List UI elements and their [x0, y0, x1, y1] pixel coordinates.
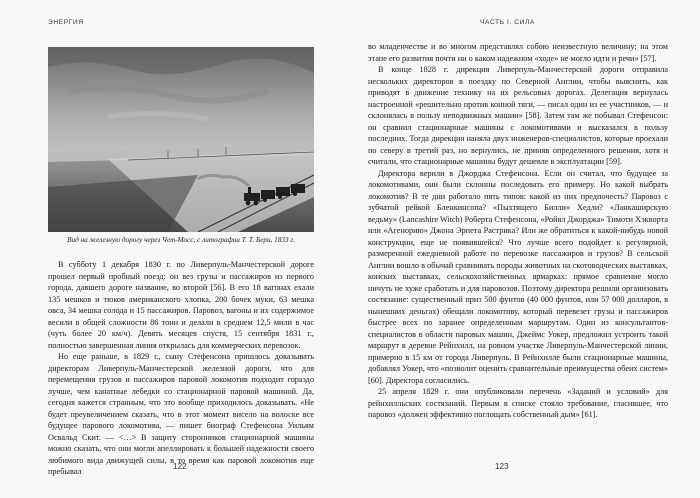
paragraph: Директора верили в Джорджа Стефенсона. Если он считал, что будущее за локомотивами, они были склонны последовать его примеру. Но какой выбрать локомотив? В те дни работало пять типов: какой из них предпочесть? Паровоз с зубчатой рейкой Бленкинсопа? «Пыхтящего Билли» Хедли? «Ланкаширскую ведьму» (Lancashire Witch) Роберта Стефенсона, «Ройял Джорджа» Тимоти Хэкворта или «Агенорию» Джона Эрпета Растрика? Или же обратиться к какой-нибудь новой конструкции, еще не появившейся? Что лучше всего подойдет к регулярной, размеренной ежедневной работе по перевозке пассажиров и грузов? В сельской Англии вошло в обычай сравнивать породы животных на скотоводческих выставках, конских выставках, сельскохозяйственных ярмарках: прямое сравнение могло ничуть не хуже сработать и для паровозов. Поэтому директора решили организовать состязание: существенный приз 500 фунтов (40 000 фунтов, или 57 000 долларов, в нынешних деньгах) обещали локомотиву, который перевезет грузы и пассажиров быстрее всех по заранее определенным маршрутам. Один из консультантов-специалистов в области паровых машин, Джеймс Уокер, предложил устроить такой маршрут в деревне Рейнхилл, на ровном участке Ливерпуль-Манчестерской линии, примерно в 15 км от города Ливерпуль. В Рейнхилле были стационарные машины, добавлял Уокер, что «позволит оценить сравнительные преимущества обеих систем» [60]. Директора согласились. — [368, 168, 668, 385]
left-page-text — [48, 259, 314, 478]
page-number-left: 122 — [173, 462, 187, 471]
railway-lithograph-image — [48, 47, 314, 232]
figure-caption: Вид на железную дорогу через Чет-Мосс, с литографии Т. Т. Бери, 1833 г. — [67, 236, 295, 244]
running-head-right: ЧАСТЬ I. СИЛА — [480, 19, 535, 26]
paragraph-continuation: во младенчестве и во многом представлял собою неизвестную величину; на этом этапе его развития почти ни о каком надежном «ходе» не могло идти и речи» [57]. — [368, 42, 668, 63]
running-head-left: ЭНЕРГИЯ — [48, 19, 84, 26]
paragraph: Но еще раньше, в 1829 г., сыну Стефенсона пришлось доказывать директорам Ливерпуль-Манчестерской железной дороги, что для перемещения грузов и пассажиров паровой локомотив подходит гораздо лучше, чем канатные лебедки со стационарной паровой машиной. Да, сегодня кажется странным, что это вообще приходилось доказывать. «Не будет преувеличением сказать, что в этот момент висело на волоске все будущее парового локомотива, — пишет биограф Стефенсона Уильям Освальд Скит. — <…> В защиту сторонников стационарной машины можно сказать, что они могли апеллировать к большей надежности своего любимого вида движущей силы, в то время как паровой локомотив еще пребывал — [48, 352, 314, 476]
paragraph: 25 апреля 1829 г. они опубликовали перечень «Заданий и условий» для рейнхилльских состязаний. Первым в списке стояло требование, гласившее, что паровоз «должен эффективно поглощать собственный дым» [61]. — [368, 387, 668, 419]
paragraph: В субботу 1 декабря 1830 г. по Ливерпуль-Манчестерской дороге прошел первый пробный поезд: он вез грузы и пассажиров из первого города, давшего дороге название, во второй [56]. В его 18 вагонах ехали 135 мешков и тюков американского хлопка, 200 бочек муки, 63 мешка овса, 34 мешка солода и 15 пассажиров. Паровоз, вагоны и их содержимое весили в общей сложности 86 тонн и делали в среднем 12,5 мили в час (чуть более 20 км/ч). Девять месяцев спустя, 15 сентября 1831 г., полностью завершенная линия открылась для коммерческих перевозок. — [48, 260, 314, 350]
right-page-text — [368, 41, 668, 421]
page-number-right: 123 — [495, 462, 509, 471]
right-page — [350, 0, 700, 498]
paragraph: В конце 1828 г. дирекция Ливерпуль-Манчестерской дороги отправила нескольких директоров в поездку по Северной Англии, чтобы выяснить, как приводят в движение технику на их рельсовых дорогах. Делегация вернулась настроенной «решительно против конной тяги, — писал один из ее участников, — и склонялась в пользу неподвижных машин» [58]. Затем там же побывал Стефенсон: он сравнил стационарные машины с локомотивами и высказался в пользу последних. Тогда дирекция наняла двух инженеров-специалистов, которые проехали по северу в третий раз, но вернулись, не приняв определенного решения, хотя и считали, что стационарные машины будут дешевле в эксплуатации [59]. — [368, 65, 668, 166]
